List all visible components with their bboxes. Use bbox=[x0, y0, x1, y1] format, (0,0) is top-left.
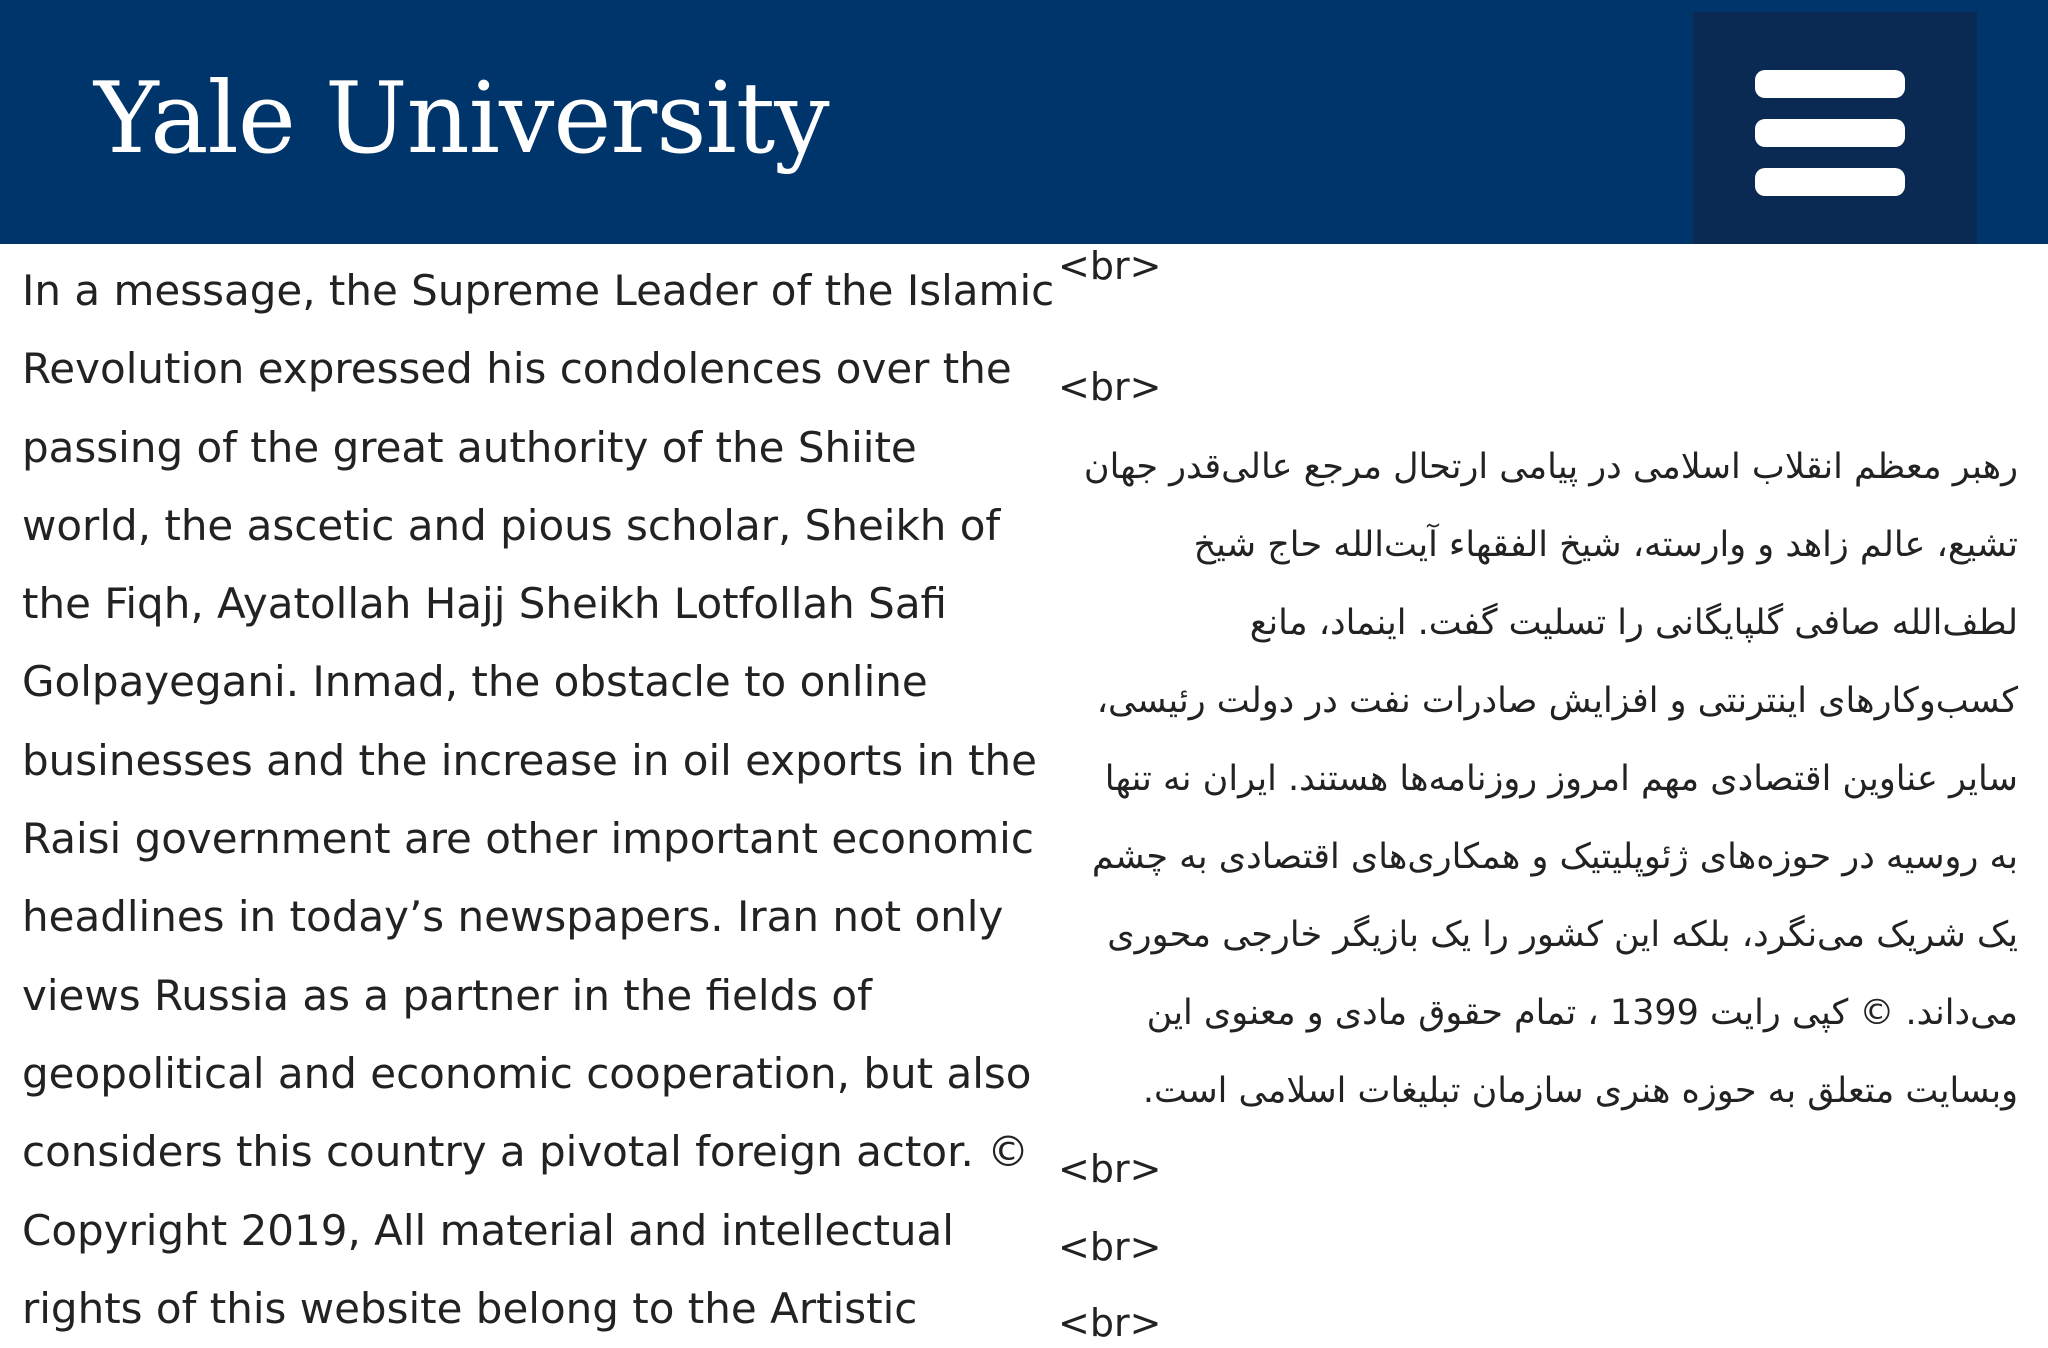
br-tag-text: <br> bbox=[1058, 1225, 1162, 1269]
english-text-line: considers this country a pivotal foreign actor. © bbox=[22, 1127, 1030, 1177]
english-text-line: Revolution expressed his condolences over the bbox=[22, 344, 1012, 394]
br-tag-text: <br> bbox=[1058, 365, 1162, 409]
english-text-line: views Russia as a partner in the fields of bbox=[22, 970, 872, 1020]
persian-text-line: لطف‌الله صافی گلپایگانی را تسلیت گفت. اینماد، مانع bbox=[1249, 603, 2018, 643]
persian-text-line: کسب‌وکارهای اینترنتی و افزایش صادرات نفت در دولت رئیسی، bbox=[1096, 681, 2018, 721]
persian-original-text bbox=[1058, 0, 2018, 1345]
persian-text-line: سایر عناوین اقتصادی مهم امروز روزنامه‌ها هستند. ایران نه تنها bbox=[1104, 759, 2018, 799]
persian-text-line: می‌داند. © کپی رایت 1399 ، تمام حقوق مادی و معنوی این bbox=[1146, 993, 2018, 1033]
english-text-line: rights of this website belong to the Artistic bbox=[22, 1283, 918, 1333]
english-text-line: businesses and the increase in oil exports in the bbox=[22, 735, 1038, 785]
english-text-line: the Fiqh, Ayatollah Hajj Sheikh Lotfollah Safi bbox=[22, 579, 948, 629]
english-translation-text bbox=[22, 252, 1055, 1348]
br-tag-text: <br> bbox=[1058, 1147, 1162, 1191]
br-tag-text: <br> bbox=[1058, 244, 1162, 288]
br-tag-text: <br> bbox=[1058, 1301, 1162, 1345]
english-text-line: passing of the great authority of the Shiite bbox=[22, 422, 917, 472]
english-text-line: Copyright 2019, All material and intellectual bbox=[22, 1205, 954, 1255]
persian-text-line: یک شریک می‌نگرد، بلکه این کشور را یک بازیگر خارجی محوری bbox=[1107, 915, 2018, 955]
yale-university-logo[interactable]: Yale University bbox=[94, 62, 829, 176]
persian-text-line: وبسایت متعلق به حوزه هنری سازمان تبلیغات اسلامی است. bbox=[1142, 1071, 2018, 1111]
english-text-line: geopolitical and economic cooperation, but also bbox=[22, 1048, 1032, 1098]
english-text-line: world, the ascetic and pious scholar, Sheikh of bbox=[22, 500, 1001, 550]
english-text-line: headlines in today’s newspapers. Iran not only bbox=[22, 892, 1004, 942]
persian-text-line: تشیع، عالم زاهد و وارسته، شیخ الفقهاء آیت‌الله حاج شیخ bbox=[1193, 525, 2018, 565]
persian-text-line: به روسیه در حوزه‌های ژئوپلیتیک و همکاری‌های اقتصادی به چشم bbox=[1091, 837, 2018, 877]
english-text-line: Golpayegani. Inmad, the obstacle to online bbox=[22, 657, 928, 707]
english-text-line: In a message, the Supreme Leader of the Islamic bbox=[22, 266, 1055, 315]
persian-text-line: رهبر معظم انقلاب اسلامی در پیامی ارتحال مرجع عالی‌قدر جهان bbox=[1083, 447, 2018, 487]
english-text-line: Raisi government are other important economic bbox=[22, 814, 1034, 864]
